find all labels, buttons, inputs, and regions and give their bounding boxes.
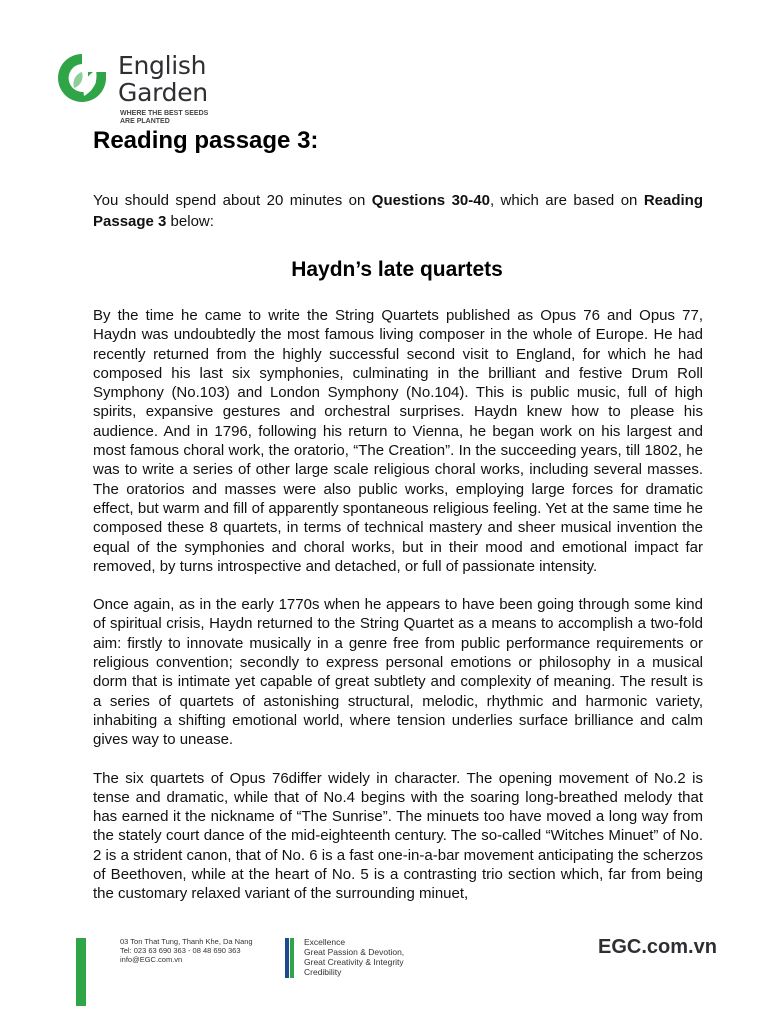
article-title: Haydn’s late quartets <box>291 258 503 281</box>
english-garden-logo <box>52 48 232 128</box>
footer-email[interactable]: info@EGC.com.vn <box>120 955 183 964</box>
leaf-logo-icon <box>52 48 112 112</box>
page-title: Reading passage 3: <box>93 127 319 154</box>
footer-phone: Tel: 023 63 690 363 - 08 48 690 363 <box>120 946 241 955</box>
footer-contact <box>120 937 253 964</box>
paragraph-3: The six quartets of Opus 76differ widely in character. The opening movement of No.2 is tense and dramatic, while that of No.4 begins with the soaring long-breathed melody that has earned it the nickname of “The Sunrise”. The minuets too have moved a long way from the stately court dance of the mid-eighteenth century. The so-called “Witches Minuet” of No. 2 is a strident canon, that of No. 6 is a fast one-in-a-bar movement anticipating the scherzos of Beethoven, while at the heart of No. 5 is a contrasting trio section which, far from being the customary relaxed variant of the surrounding minuet, <box>93 769 703 903</box>
brand-name: English Garden <box>118 51 208 107</box>
instruction-text: You should spend about 20 minutes on Questions 30-40, which are based on Reading Passage 3 below: <box>93 192 703 230</box>
footer-website[interactable]: EGC.com.vn <box>598 936 717 958</box>
footer-values: Excellence Great Passion & Devotion, Great Creativity & Integrity Credibility <box>304 937 405 977</box>
brand-tagline: WHERE THE BEST SEEDS ARE PLANTED <box>120 110 209 125</box>
footer-accent-stripes <box>285 938 295 978</box>
paragraph-1: By the time he came to write the String Quartets published as Opus 76 and Opus 77, Haydn was undoubtedly the most famous living composer in the whole of Europe. He had recently returned from the highly successful second visit to England, for which he had composed his last six symphonies, culminating in the brilliant and festive Drum Roll Symphony (No.103) and London Symphony (No.104). This is public music, full of high spirits, expansive gestures and orchestral surprises. Haydn knew how to please his audience. And in 1796, following his return to Vienna, he began work on his largest and most famous choral work, the oratorio, “The Creation”. In the succeeding years, till 1802, he was to write a series of other large scale religious choral works, including several masses. The oratorios and masses were also public works, employing large forces for dramatic effect, but warm and fill of apparently spontaneous religious feeling. Yet at the same time he composed these 8 quartets, in terms of technical mastery and sheer musical invention the equal of the symphonies and choral works, but in their mood and emotional impact far removed, by turns introspective and detached, or full of passionate intensity. <box>93 307 703 575</box>
footer-address: 03 Ton That Tung, Thanh Khe, Da Nang <box>120 937 253 946</box>
passage-body <box>93 306 703 923</box>
footer-green-bar <box>76 938 86 1006</box>
paragraph-2: Once again, as in the early 1770s when he appears to have been going through some kind of spiritual crisis, Haydn returned to the String Quartet as a means to accomplish a two-fold aim: firstly to innovate musically in a genre free from public performance requirements or religious convention; secondly to express personal emotions or philosophy in a musical dorm that is intimate yet capable of great subtlety and complexity of meaning. The result is a series of quartets of astonishing structural, melodic, rhythmic and harmonic variety, inhabiting a shifting emotional world, where tension underlies surface brilliance and calm gives way to unease. <box>93 596 703 749</box>
